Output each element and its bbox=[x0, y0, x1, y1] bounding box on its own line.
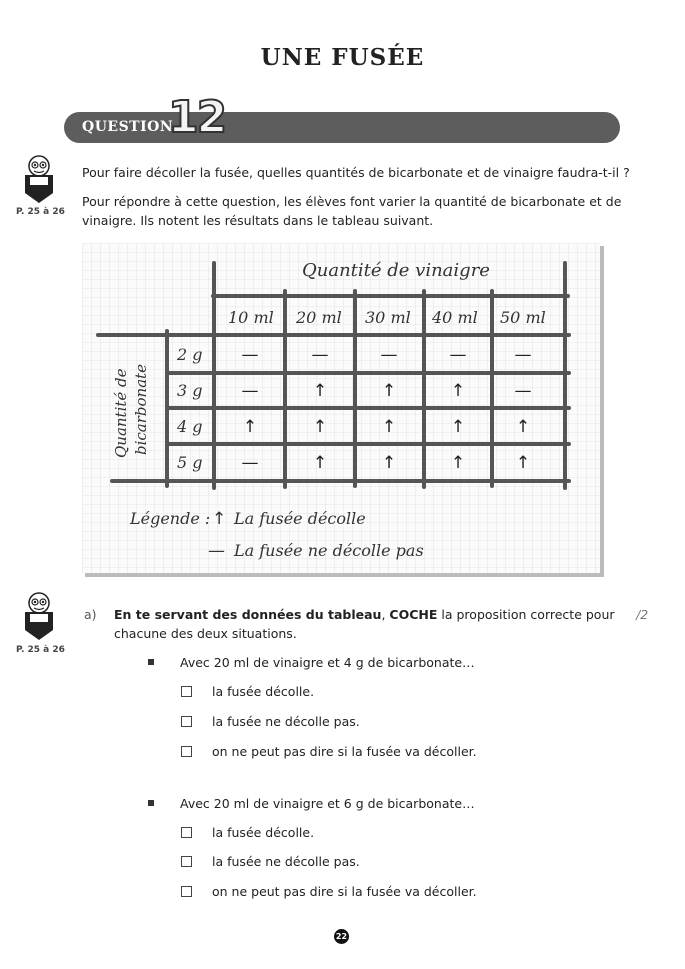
question-number: 12 bbox=[168, 92, 226, 143]
score-indicator: /2 bbox=[636, 607, 649, 622]
page-title: UNE FUSÉE bbox=[260, 44, 425, 71]
page-number: 22 bbox=[334, 929, 349, 944]
checkbox[interactable] bbox=[181, 886, 192, 897]
option-label: la fusée décolle. bbox=[212, 684, 315, 699]
cell: ↑ bbox=[450, 417, 466, 437]
instruction-bold-1: En te servant des données du tableau bbox=[114, 607, 382, 622]
cell: ↑ bbox=[381, 417, 397, 437]
cell: ↑ bbox=[381, 453, 397, 473]
column-header: Quantité de vinaigre bbox=[302, 260, 490, 281]
cell: ↑ bbox=[242, 417, 258, 437]
cell: ↑ bbox=[450, 381, 466, 401]
option-label: on ne peut pas dire si la fusée va décoller. bbox=[212, 884, 477, 899]
cell: — bbox=[514, 381, 532, 401]
situation-1-prompt: Avec 20 ml de vinaigre et 4 g de bicarbonate… bbox=[180, 655, 475, 670]
col-label-10ml: 10 ml bbox=[228, 308, 274, 327]
legend-dash-icon: — bbox=[208, 541, 225, 561]
row-header-line-2: bicarbonate bbox=[132, 363, 150, 455]
situation-2-prompt: Avec 20 ml de vinaigre et 6 g de bicarbonate… bbox=[180, 796, 475, 811]
cell: — bbox=[380, 345, 398, 365]
results-table bbox=[82, 243, 604, 577]
row-label-4g: 4 g bbox=[177, 417, 203, 436]
cell: ↑ bbox=[312, 453, 328, 473]
instruction-line-2: chacune des deux situations. bbox=[114, 626, 297, 641]
cell: — bbox=[449, 345, 467, 365]
option-label: la fusée ne décolle pas. bbox=[212, 714, 360, 729]
row-label-2g: 2 g bbox=[177, 345, 203, 364]
legend-label: Légende : bbox=[130, 509, 211, 528]
checkbox[interactable] bbox=[181, 856, 192, 867]
checkbox[interactable] bbox=[181, 827, 192, 838]
cell: — bbox=[311, 345, 329, 365]
row-label-3g: 3 g bbox=[177, 381, 203, 400]
cell: ↑ bbox=[312, 381, 328, 401]
bullet-icon bbox=[148, 800, 154, 806]
part-a-instruction bbox=[114, 607, 615, 622]
col-label-40ml: 40 ml bbox=[432, 308, 478, 327]
checkbox[interactable] bbox=[181, 686, 192, 697]
cell: — bbox=[241, 381, 259, 401]
legend-up-text: La fusée décolle bbox=[234, 509, 366, 528]
part-letter: a) bbox=[84, 607, 97, 622]
cell: ↑ bbox=[312, 417, 328, 437]
cell: ↑ bbox=[381, 381, 397, 401]
legend-up-arrow-icon: ↑ bbox=[212, 509, 227, 529]
instruction-rest: la proposition correcte pour bbox=[441, 607, 615, 622]
row-label-5g: 5 g bbox=[177, 453, 203, 472]
legend-dash-text: La fusée ne décolle pas bbox=[234, 541, 424, 560]
option-label: la fusée ne décolle pas. bbox=[212, 854, 360, 869]
option-label: la fusée décolle. bbox=[212, 825, 315, 840]
context-line-2: vinaigre. Ils notent les résultats dans le tableau suivant. bbox=[82, 213, 434, 228]
bullet-icon bbox=[148, 659, 154, 665]
checkbox[interactable] bbox=[181, 716, 192, 727]
page-reference: P. 25 à 26 bbox=[16, 645, 65, 655]
question-label: QUESTION bbox=[82, 119, 174, 135]
context-line-1: Pour répondre à cette question, les élèves font varier la quantité de bicarbonate et de bbox=[82, 194, 622, 209]
reader-mascot-icon bbox=[22, 592, 56, 644]
col-label-30ml: 30 ml bbox=[365, 308, 411, 327]
instruction-bold-2: COCHE bbox=[389, 607, 438, 622]
col-label-50ml: 50 ml bbox=[500, 308, 546, 327]
row-header-line-1: Quantité de bbox=[112, 368, 130, 458]
question-text: Pour faire décoller la fusée, quelles quantités de bicarbonate et de vinaigre faudra-t-il ? bbox=[82, 165, 630, 180]
cell: — bbox=[241, 345, 259, 365]
option-label: on ne peut pas dire si la fusée va décoller. bbox=[212, 744, 477, 759]
col-label-20ml: 20 ml bbox=[296, 308, 342, 327]
reader-mascot-icon bbox=[22, 155, 56, 207]
cell: ↑ bbox=[450, 453, 466, 473]
checkbox[interactable] bbox=[181, 746, 192, 757]
cell: ↑ bbox=[515, 453, 531, 473]
cell: — bbox=[514, 345, 532, 365]
instruction-comma: , bbox=[381, 607, 386, 622]
cell: ↑ bbox=[515, 417, 531, 437]
cell: — bbox=[241, 453, 259, 473]
page-reference: P. 25 à 26 bbox=[16, 207, 65, 217]
